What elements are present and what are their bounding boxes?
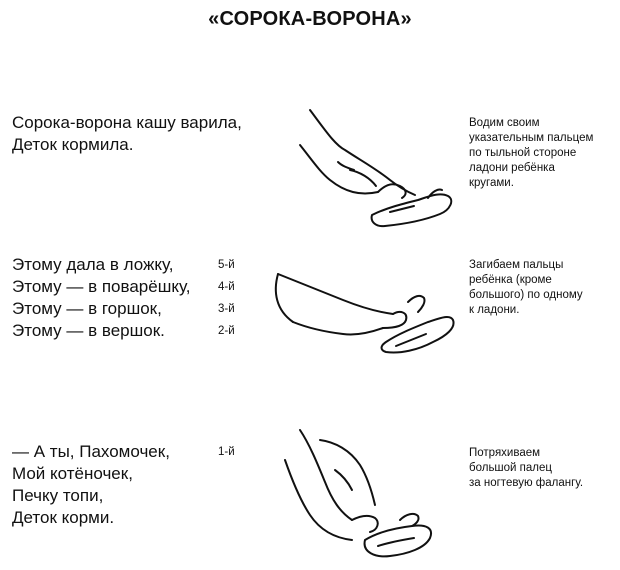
instruction-line: кругами. (469, 177, 514, 189)
instruction-line: большой палец (469, 462, 552, 474)
instruction-line: Потряхиваем (469, 447, 541, 459)
finger-number: 2-й (218, 325, 235, 337)
stanza-2-instruction (469, 258, 619, 318)
verse-line: Этому — в горшок, (12, 299, 162, 318)
verse-line: — А ты, Пахомочек, (12, 442, 170, 461)
instruction-line: Водим своим (469, 117, 540, 129)
verse-line: Этому — в поварёшку, (12, 277, 191, 296)
verse-line: Этому дала в ложку, (12, 255, 174, 274)
verse-line: Деток корми. (12, 508, 115, 527)
stanza-3-verse (12, 441, 170, 529)
finger-number: 3-й (218, 303, 235, 315)
instruction-line: указательным пальцем (469, 132, 594, 144)
stanza-1-instruction (469, 116, 619, 191)
finger-number: 5-й (218, 259, 235, 271)
instruction-line: к ладони. (469, 304, 520, 316)
finger-number: 4-й (218, 281, 235, 293)
stanza-1-verse (12, 112, 242, 156)
instruction-line: Загибаем пальцы (469, 259, 564, 271)
verse-line: Мой котёночек, (12, 464, 133, 483)
verse-line: Деток кормила. (12, 135, 134, 154)
hand-shaking-thumb-illustration (280, 420, 440, 565)
instruction-line: большого) по одному (469, 289, 583, 301)
verse-line: Этому — в вершок. (12, 321, 165, 340)
stanza-2-verse (12, 254, 191, 342)
stanza-3-finger-numbers (218, 441, 235, 463)
hand-folding-fingers-illustration (268, 262, 458, 372)
instruction-line: за ногтевую фалангу. (469, 477, 584, 489)
page-title: «СОРОКА-ВОРОНА» (208, 8, 412, 30)
stanza-2-finger-numbers (218, 254, 235, 342)
verse-line: Печку топи, (12, 486, 104, 505)
verse-line: Сорока-ворона кашу варила, (12, 113, 242, 132)
instruction-line: по тыльной стороне (469, 147, 577, 159)
hand-circling-illustration (290, 100, 460, 235)
instruction-line: ребёнка (кроме (469, 274, 552, 286)
instruction-line: ладони ребёнка (469, 162, 555, 174)
stanza-3-instruction (469, 446, 619, 491)
finger-number: 1-й (218, 446, 235, 458)
